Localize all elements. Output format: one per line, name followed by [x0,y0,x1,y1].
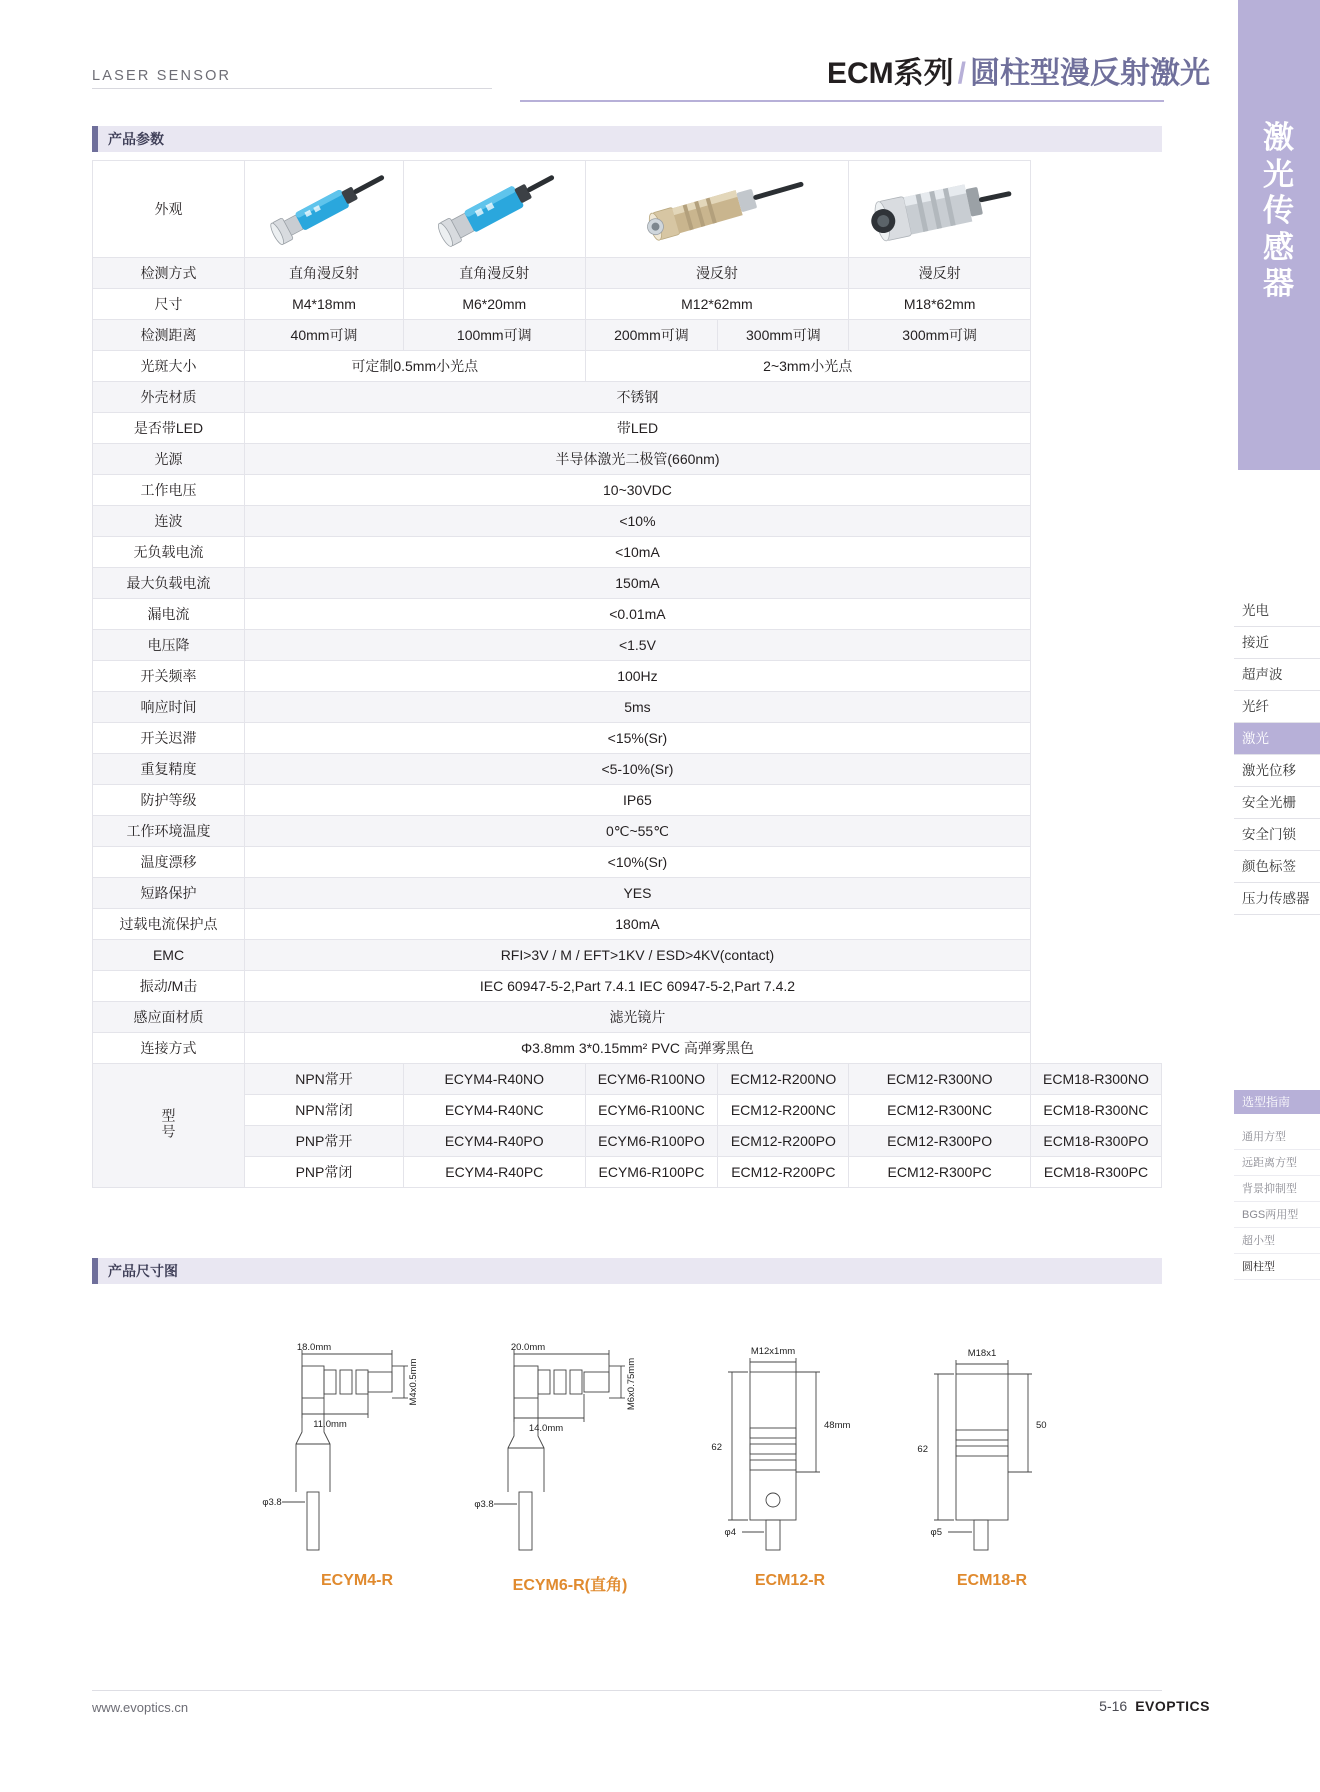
table-row-spot-size [93,351,1162,382]
dimension-drawings [92,1320,1162,1600]
model-value: ECYM4-R40NO [404,1064,586,1095]
row-label: 开关迟滞 [93,723,245,754]
row-label: 短路保护 [93,878,245,909]
cell-value: M6*20mm [404,289,586,320]
header-divider-right [520,100,1164,102]
cell-value: 直角漫反射 [245,258,404,289]
row-label: PNP常开 [245,1126,404,1157]
sensor-right-angle-icon [419,165,569,253]
table-row-housing-material [93,382,1162,413]
dimension-caption-ecym6: ECYM6-R(直角) [512,1577,628,1594]
cell-value: 半导体激光二极管(660nm) [245,444,1031,475]
side-nav-item-ultrasonic[interactable]: 超声波 [1234,659,1320,691]
model-value: ECYM4-R40NC [404,1095,586,1126]
row-label: 连波 [93,506,245,537]
table-row-detection-method [93,258,1162,289]
section-params-title: 产品参数 [108,131,164,147]
row-label: 漏电流 [93,599,245,630]
side-nav-item-pressure-sensor[interactable]: 压力传感器 [1234,883,1320,915]
cell-value: 150mA [245,568,1031,599]
row-label: 是否带LED [93,413,245,444]
table-row-hysteresis [93,723,1162,754]
page-title-model: ECM系列 [826,57,954,90]
svg-text:φ4: φ4 [724,1527,736,1538]
dimension-drawing-ecm18 [902,1332,1112,1562]
side-nav-item-safety-light-curtain[interactable]: 安全光栅 [1234,787,1320,819]
model-value: ECM12-R300NO [849,1064,1031,1095]
spec-table [92,160,1162,1188]
svg-text:62: 62 [917,1444,928,1455]
table-row-model-pnp-no [93,1126,1162,1157]
row-label: PNP常闭 [245,1157,404,1188]
model-value: ECYM6-R100NO [585,1064,718,1095]
table-row-detection-distance [93,320,1162,351]
table-row-size [93,289,1162,320]
side-sub-item-ultra-small[interactable]: 超小型 [1234,1228,1320,1254]
model-value: ECM12-R300PC [849,1157,1031,1188]
model-value: ECM12-R200PO [718,1126,849,1157]
model-value: ECM12-R200PC [718,1157,849,1188]
model-value: ECM12-R200NC [718,1095,849,1126]
cell-value: 100Hz [245,661,1031,692]
row-label-appearance: 外观 [93,161,245,258]
table-row-leakage-current [93,599,1162,630]
svg-text:φ5: φ5 [930,1527,942,1538]
section-dimensions-bar [92,1258,1162,1284]
table-row-emc [93,940,1162,971]
dimension-caption-ecm18: ECM18-R [956,1572,1028,1589]
side-nav-item-laser[interactable]: 激光 [1234,723,1320,755]
brand-name: EVOPTICS [1135,1698,1210,1714]
page-title [827,48,1210,92]
cell-value: Φ3.8mm 3*0.15mm² PVC 高弹雾黑色 [245,1033,1031,1064]
table-row-voltage-drop [93,630,1162,661]
model-value: ECM12-R200NO [718,1064,849,1095]
model-value: ECM18-R300PC [1030,1157,1161,1188]
section-dimensions-title: 产品尺寸图 [108,1263,178,1279]
table-row-connection [93,1033,1162,1064]
model-value: ECYM6-R100NC [585,1095,718,1126]
svg-text:11.0mm: 11.0mm [313,1419,347,1430]
model-group-label [93,1064,245,1188]
table-row-sensing-face-material [93,1002,1162,1033]
row-label: 尺寸 [93,289,245,320]
row-label: 连接方式 [93,1033,245,1064]
side-nav-item-color-mark[interactable]: 颜色标签 [1234,851,1320,883]
table-row-switch-frequency [93,661,1162,692]
side-nav-item-fiber[interactable]: 光纤 [1234,691,1320,723]
page-title-separator: / [957,57,966,90]
cell-value: <10%(Sr) [245,847,1031,878]
table-row-response-time [93,692,1162,723]
cell-value: M4*18mm [245,289,404,320]
side-band-char: 激 [1263,120,1295,155]
model-value: ECYM4-R40PO [404,1126,586,1157]
cell-value: <15%(Sr) [245,723,1031,754]
footer-right [1099,1698,1210,1714]
sensor-right-angle-small-icon [249,165,399,253]
svg-text:M12x1mm: M12x1mm [750,1346,796,1357]
table-row-ripple [93,506,1162,537]
svg-text:φ3.8: φ3.8 [262,1497,282,1508]
dimension-caption-ecm12: ECM12-R [754,1572,826,1589]
row-label: 重复精度 [93,754,245,785]
side-sub-item-background-suppression[interactable]: 背景抑制型 [1234,1176,1320,1202]
table-row-model-npn-nc [93,1095,1162,1126]
table-row-vibration-shock [93,971,1162,1002]
table-row-max-load-current [93,568,1162,599]
side-band-title [1238,120,1320,303]
svg-text:M6x0.75mm: M6x0.75mm [626,1357,637,1411]
table-row-repeatability [93,754,1162,785]
table-row-model-npn-no [93,1064,1162,1095]
row-label: 检测距离 [93,320,245,351]
brand-logo [1135,1698,1210,1714]
cell-value: 180mA [245,909,1031,940]
cell-value: <0.01mA [245,599,1031,630]
cell-value: 可定制0.5mm小光点 [245,351,586,382]
cell-value: 不锈钢 [245,382,1031,413]
side-sub-title: 选型指南 [1234,1090,1320,1114]
side-band-char: 感 [1263,229,1295,265]
table-row-protection-rating [93,785,1162,816]
cell-value: YES [245,878,1031,909]
svg-text:50: 50 [1036,1420,1047,1431]
footer-divider [92,1690,1162,1691]
cell-value: IEC 60947-5-2,Part 7.4.1 IEC 60947-5-2,Part 7.4.2 [245,971,1031,1002]
svg-text:14.0mm: 14.0mm [528,1423,564,1434]
table-row-appearance [93,161,1162,258]
table-row-operating-temp [93,816,1162,847]
row-label: 电压降 [93,630,245,661]
row-label: 光斑大小 [93,351,245,382]
table-row-model-pnp-nc [93,1157,1162,1188]
svg-text:M4x0.5mm: M4x0.5mm [408,1358,419,1406]
row-label: 工作环境温度 [93,816,245,847]
svg-text:M18x1: M18x1 [967,1348,997,1359]
dimension-drawing-ecym4 [252,1332,482,1562]
cell-value: 300mm可调 [718,320,849,351]
cell-value: M12*62mm [585,289,849,320]
cell-value: 200mm可调 [585,320,718,351]
side-nav-item-safety-door-lock[interactable]: 安全门锁 [1234,819,1320,851]
table-row-led [93,413,1162,444]
svg-text:20.0mm: 20.0mm [510,1342,546,1353]
side-band-char: 传 [1263,193,1295,229]
table-row-temp-drift [93,847,1162,878]
table-row-light-source [93,444,1162,475]
cell-value: IP65 [245,785,1031,816]
product-image-ecm18 [849,161,1031,258]
sensor-cylindrical-m12-icon [617,165,817,253]
row-label: 防护等级 [93,785,245,816]
model-value: ECM12-R300NC [849,1095,1031,1126]
product-image-ecym4 [245,161,404,258]
side-band-char: 器 [1263,266,1295,302]
row-label: NPN常开 [245,1064,404,1095]
cell-value: <10mA [245,537,1031,568]
table-row-short-circuit [93,878,1162,909]
row-label: 光源 [93,444,245,475]
row-label: 感应面材质 [93,1002,245,1033]
row-label: 无负载电流 [93,537,245,568]
model-group-label-text: 型号 [160,1108,177,1140]
footer-url[interactable]: www.evoptics.cn [92,1700,189,1715]
cell-value: 漫反射 [585,258,849,289]
model-value: ECM18-R300NC [1030,1095,1161,1126]
row-label: 开关频率 [93,661,245,692]
cell-value: 2~3mm小光点 [585,351,1030,382]
cell-value: 滤光镜片 [245,1002,1031,1033]
side-nav-item-photoelectric[interactable]: 光电 [1234,595,1320,627]
dimension-drawing-ecym6 [464,1332,694,1562]
row-label: 振动/M击 [93,971,245,1002]
row-label: 检测方式 [93,258,245,289]
dimension-caption-ecym4: ECYM4-R [320,1572,393,1589]
header-category-label: LASER SENSOR [92,68,232,84]
header-divider-left [92,88,492,89]
cell-value: 带LED [245,413,1031,444]
cell-value: M18*62mm [849,289,1031,320]
cell-value: 漫反射 [849,258,1031,289]
row-label: NPN常闭 [245,1095,404,1126]
cell-value: 0℃~55℃ [245,816,1031,847]
model-value: ECYM6-R100PC [585,1157,718,1188]
model-value: ECM18-R300PO [1030,1126,1161,1157]
side-nav-item-laser-displacement[interactable]: 激光位移 [1234,755,1320,787]
side-sub-item-long-range-square[interactable]: 远距离方型 [1234,1150,1320,1176]
cell-value: 5ms [245,692,1031,723]
table-row-voltage [93,475,1162,506]
cell-value: 直角漫反射 [404,258,586,289]
cell-value: <5-10%(Sr) [245,754,1031,785]
cell-value: 40mm可调 [245,320,404,351]
svg-text:62: 62 [711,1442,722,1453]
product-image-ecym6 [404,161,586,258]
row-label: 工作电压 [93,475,245,506]
cell-value: 300mm可调 [849,320,1031,351]
side-sub-nav [1234,1090,1320,1280]
row-label: 响应时间 [93,692,245,723]
row-label: EMC [93,940,245,971]
row-label: 温度漂移 [93,847,245,878]
model-value: ECYM4-R40PC [404,1157,586,1188]
svg-text:48mm: 48mm [824,1420,851,1431]
page-number: 5-16 [1099,1698,1128,1714]
row-label: 最大负载电流 [93,568,245,599]
sensor-cylindrical-m18-icon [865,165,1015,253]
table-row-overload-protection [93,909,1162,940]
side-nav [1234,595,1320,915]
svg-text:φ3.8: φ3.8 [474,1499,494,1510]
side-sub-item-cylindrical[interactable]: 圆柱型 [1234,1254,1320,1280]
side-sub-item-bgs-dual[interactable]: BGS两用型 [1234,1202,1320,1228]
row-label: 外壳材质 [93,382,245,413]
side-nav-item-proximity[interactable]: 接近 [1234,627,1320,659]
cell-value: <1.5V [245,630,1031,661]
svg-text:18.0mm: 18.0mm [296,1342,332,1353]
table-row-no-load-current [93,537,1162,568]
model-value: ECM12-R300PO [849,1126,1031,1157]
cell-value: <10% [245,506,1031,537]
row-label: 过载电流保护点 [93,909,245,940]
model-value: ECYM6-R100PO [585,1126,718,1157]
side-sub-item-general-square[interactable]: 通用方型 [1234,1124,1320,1150]
cell-value: RFI>3V / M / EFT>1KV / ESD>4KV(contact) [245,940,1031,971]
model-value: ECM18-R300NO [1030,1064,1161,1095]
section-params-bar [92,126,1162,152]
dimension-drawing-ecm12 [692,1332,902,1562]
cell-value: 100mm可调 [404,320,586,351]
product-image-ecm12 [585,161,849,258]
side-band-char: 光 [1263,156,1295,192]
page-title-desc: 圆柱型漫反射激光 [970,57,1210,90]
cell-value: 10~30VDC [245,475,1031,506]
